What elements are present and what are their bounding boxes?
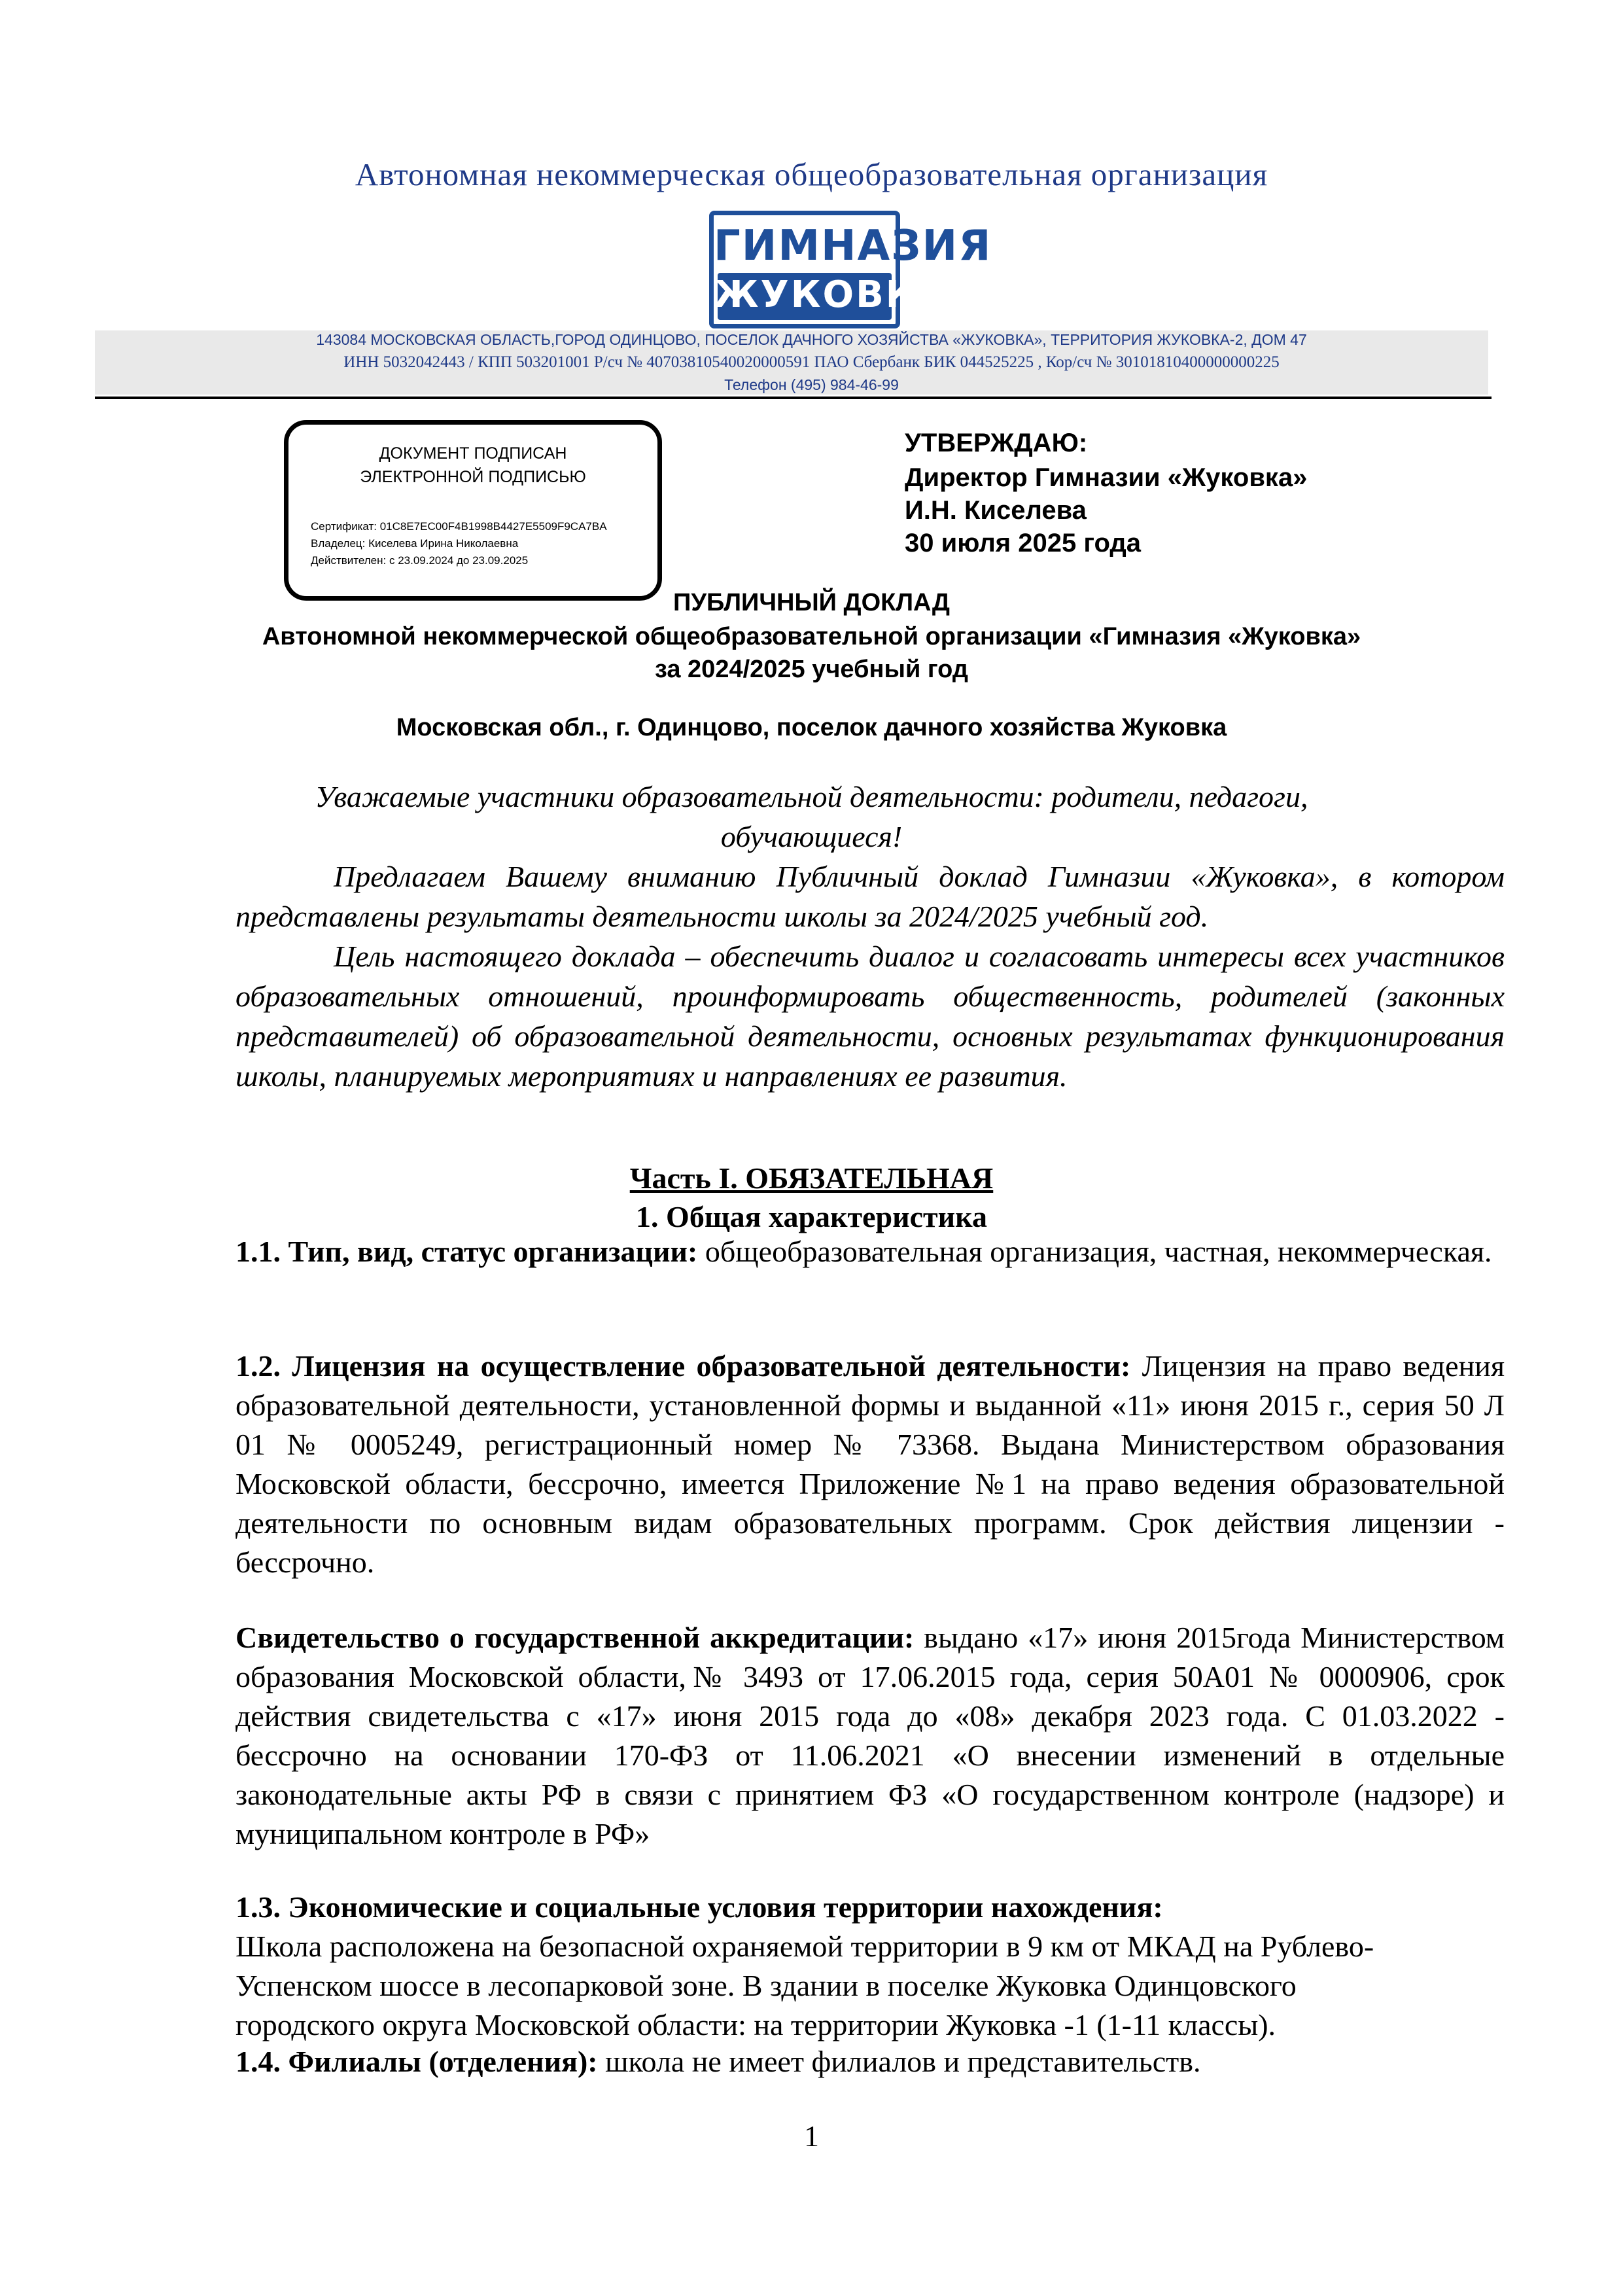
section-1-3-label: 1.3. Экономические и социальные условия территории нахождения: — [236, 1890, 1163, 1924]
section-1-3-line-3: городского округа Московской области: на территории Жуковка -1 (1-11 классы). — [236, 2008, 1276, 2041]
header-divider — [95, 397, 1492, 399]
phone-line: Телефон (495) 984-46-99 — [724, 376, 899, 393]
gymnasium-logo — [709, 211, 992, 328]
section-1-1-label: 1.1. Тип, вид, статус организации: — [236, 1235, 698, 1268]
section-1-3-line-1: Школа расположена на безопасной охраняемой территории в 9 км от МКАД на Рублево- — [236, 1930, 1374, 1963]
report-organization: Автономной некоммерческой общеобразовательной организации «Гимназия «Жуковка» — [262, 623, 1361, 650]
section-1-3 — [236, 1888, 1505, 2045]
section-1-4-text: школа не имеет филиалов и представительств. — [597, 2045, 1201, 2078]
bank-requisites-line: ИНН 5032042443 / КПП 503201001 Р/сч № 40703810540020000591 ПАО Сбербанк БИК 044525225 , Кор/сч № 30101810400000000225 — [343, 353, 1280, 371]
report-title: ПУБЛИЧНЫЙ ДОКЛАД — [673, 589, 950, 616]
logo-text-bottom: ЖУКОВКА — [714, 274, 948, 316]
stamp-certificate: Сертификат: 01C8E7EC00F4B1998B4427E5509F9CA7BA — [311, 520, 607, 533]
accreditation-label: Свидетельство о государственной аккредитации: — [236, 1621, 915, 1654]
intro-paragraph-1 — [236, 857, 1505, 936]
section-1-4-label: 1.4. Филиалы (отделения): — [236, 2045, 598, 2078]
report-location: Московская обл., г. Одинцово, поселок дачного хозяйства Жуковка — [396, 714, 1227, 741]
page-number: 1 — [804, 2119, 819, 2153]
section-1-1 — [236, 1232, 1505, 1271]
section-1-3-line-2: Успенском шоссе в лесопарковой зоне. В здании в поселке Жуковка Одинцовского — [236, 1969, 1297, 2002]
section-1-2-label: 1.2. Лицензия на осуществление образовательной деятельности: — [236, 1349, 1131, 1383]
section-1-4 — [236, 2042, 1505, 2081]
e-signature-stamp — [284, 420, 662, 601]
stamp-validity: Действителен: с 23.09.2024 до 23.09.2025 — [311, 554, 529, 567]
stamp-title-2: ЭЛЕКТРОННОЙ ПОДПИСЬЮ — [360, 468, 586, 486]
intro-text-1: Предлагаем Вашему вниманию Публичный доклад Гимназии «Жуковка», в котором представлены результаты деятельности школы за 2024/2025 учебный год. — [236, 860, 1505, 933]
organization-title: Автономная некоммерческая общеобразовательная организация — [355, 156, 1268, 192]
accreditation-section — [236, 1618, 1505, 1854]
section-heading: 1. Общая характеристика — [636, 1200, 987, 1233]
intro-text-2: Цель настоящего доклада – обеспечить диалог и согласовать интересы всех участников образовательных отношений, проинформировать общественность, родителей (законных представителей) об образовательной деятельности, основных результатах функционирования школы, планируемых мероприятиях и направлениях ее развития. — [236, 940, 1505, 1093]
address-line: 143084 МОСКОВСКАЯ ОБЛАСТЬ,ГОРОД ОДИНЦОВО, ПОСЕЛОК ДАЧНОГО ХОЗЯЙСТВА «ЖУКОВКА», ТЕРРИТОРИЯ ЖУКОВКА-2, ДОМ 47 — [316, 331, 1307, 348]
greeting-line-2: обучающиеся! — [720, 820, 903, 853]
intro-paragraph-2 — [236, 936, 1505, 1096]
approval-name: И.Н. Киселева — [905, 496, 1087, 525]
part-heading: Часть I. ОБЯЗАТЕЛЬНАЯ — [629, 1161, 994, 1195]
approval-position: Директор Гимназии «Жуковка» — [905, 463, 1308, 492]
greeting-line-1: Уважаемые участники образовательной деятельности: родители, педагоги, — [315, 780, 1308, 813]
section-1-2-text: Лицензия на право ведения образовательной деятельности, установленной формы и выданной «11» июня 2015 г., серия 50 Л 01 № 0005249, регистрационный номер № 73368. Выдана Министерством образования Московской области, бессрочно, имеется Приложение №1 на право ведения образовательной деятельности по основным видам образовательных программ. Срок действия лицензии - бессрочно. — [236, 1349, 1505, 1579]
accreditation-text: выдано «17» июня 2015года Министерством образования Московской области,№ 3493 от 17.06.2015 года, серия 50А01 № 0000906, срок действия свидетельства с «17» июня 2015 года до «08» декабря 2023 года. С 01.03.2022 - бессрочно на основании 170-ФЗ от 11.06.2021 «О внесении изменений в отдельные законодательные акты РФ в связи с принятием ФЗ «О государственном контроле (надзоре) и муниципальном контроле в РФ» — [236, 1621, 1505, 1850]
section-1-1-text: общеобразовательная организация, частная, некоммерческая. — [697, 1235, 1492, 1268]
approval-date: 30 июля 2025 года — [905, 529, 1141, 557]
logo-text-top: ГИМНАЗИЯ — [714, 222, 992, 270]
stamp-owner: Владелец: Киселева Ирина Николаевна — [311, 537, 519, 550]
report-year: за 2024/2025 учебный год — [654, 656, 969, 683]
section-1-2 — [236, 1347, 1505, 1582]
stamp-title-1: ДОКУМЕНТ ПОДПИСАН — [379, 444, 567, 463]
approval-heading: УТВЕРЖДАЮ: — [905, 429, 1088, 457]
